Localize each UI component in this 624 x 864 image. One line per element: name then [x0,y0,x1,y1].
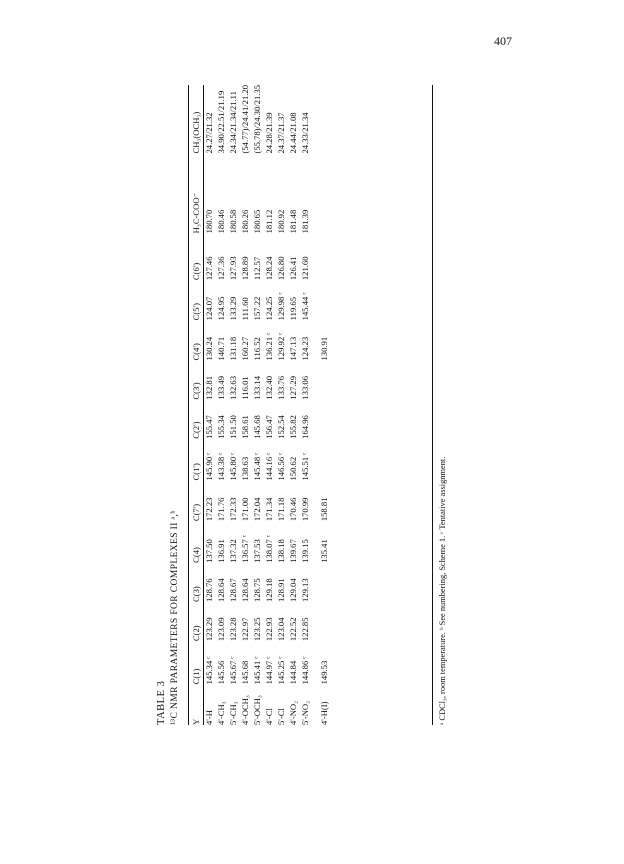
table-cell: 172.23 [204,497,214,522]
table-cell: 122.52 [288,617,298,642]
table-cell: 180.26 [240,209,250,234]
table-cell: 180.46 [216,209,226,234]
table-cell: 172.04 [252,497,262,522]
table-cell: 130.24 [204,336,214,361]
table-cell: 124.95 [216,296,226,321]
table-cell: 24.34/21.34/21.11 [228,91,238,154]
table-cell: 136.91 [216,539,226,563]
table-cell: 131.18 [228,336,238,361]
table-cell: 147.13 [288,336,298,361]
table-cell [318,280,330,320]
table-cell: 137.32 [228,539,238,563]
table-header-row [189,85,203,725]
table-cell: 144.97 ᶜ [264,656,274,685]
nmr-table [189,85,330,725]
table-cell: 116.01 [240,376,250,400]
table-cell: 164.96 [300,415,310,439]
table-cell: 156.47 [264,415,274,439]
table-cell: (55.78)/24.30/21.35 [252,85,262,154]
table-cell: 145.56 [216,660,226,685]
table-cell: 145.80 ᶜ [228,452,238,481]
column-header: C(4') [191,343,201,361]
table-cell: 127.29 [288,376,298,400]
table-cell: 181.39 [300,209,310,234]
table-cell: 145.44 ᶜ [300,292,310,321]
table-cell: 144.16 ᶜ [264,452,274,481]
table-cell: 180.65 [252,209,262,234]
table-cell: 151.50 [228,415,238,439]
table-cell: 145.51 ᶜ [300,452,310,481]
column-header: C(2) [191,625,201,642]
row-label: 4'-CH₃ [216,701,226,725]
table-cell: 124.07 [204,296,214,321]
table-cell: 145.41 ᶜ [252,656,262,685]
table-cell: 170.46 [288,497,298,522]
table-cell: 171.34 [264,497,274,522]
table-cell: 24.33/21.34 [300,112,310,154]
table-cell: 138.07 ᶜ [264,534,274,563]
table-cell: 149.53 [319,660,329,685]
table-label: TABLE 3 [156,680,167,725]
table-cell: 145.48 ᶜ [252,452,262,481]
table-cell: 158.81 [319,497,329,522]
table-content [150,57,470,737]
table-cell: 180.58 [228,209,238,234]
table-cell: 133.29 [228,296,238,321]
table-cell: 139.15 [300,539,310,563]
column-header: C(6') [191,262,201,281]
table-cell: 128.91 [276,578,286,602]
table-row [251,85,263,725]
table-cell: 124.23 [300,336,310,361]
column-header: H₃C-COO⁻ [190,192,201,234]
table-cell: 123.29 [204,617,214,642]
table-cell: 127.93 [228,256,238,281]
table-cell: 128.64 [216,578,226,602]
table-cell: 133.14 [252,376,262,400]
table-cell: 180.70 [204,209,214,234]
table-cell: 133.49 [216,376,226,400]
table-cell: 171.00 [240,497,250,522]
table-cell: 138.63 [240,456,250,481]
table-cell: 138.18 [276,539,286,563]
table-cell: 155.34 [216,415,226,439]
table-cell: 24.28/21.39 [264,112,274,154]
table-cell: 122.85 [300,617,310,642]
column-header: C(5') [191,303,201,321]
table-cell: 158.61 [240,415,250,439]
table-cell [318,361,330,400]
table-cell: 129.92 ᶜ [276,332,286,361]
table-cell: 121.60 [300,256,310,281]
table-cell: 128.76 [204,578,214,602]
table-cell: (54.77)/24.41/21.20 [240,85,250,154]
table-cell: 123.09 [216,617,226,642]
table-cell: 111.60 [240,297,250,321]
row-label: 4'-OCH₃ [240,695,250,725]
table-cell [318,400,330,439]
table-cell: 119.65 [288,296,298,321]
table-cell: 123.28 [228,617,238,642]
table-cell: 128.89 [240,256,250,281]
table-cell: 146.56 ᶜ [276,452,286,481]
table-cell: 132.63 [228,376,238,400]
table-cell: 139.67 [288,539,298,563]
table-cell: 127.36 [216,256,226,281]
page-number: 407 [494,34,512,48]
table-cell: 129.13 [300,578,310,602]
table-cell: 116.52 [252,337,262,361]
row-label: 4'-H(I) [319,701,329,725]
table-cell: 152.54 [276,415,286,439]
table-cell: 144.84 [288,660,298,685]
table-body [203,85,330,725]
table-cell: 145.90 ᶜ [204,452,214,481]
table-footnote: ᵃ CDCl₃, room temperature. ᵇ See numbering, Scheme 1. ᶜ Tentative assignment. [438,456,447,725]
table-cell: 145.25 ᶜ [276,656,286,685]
table-cell: 143.38 ᶜ [216,452,226,481]
table-cell: 126.80 [276,256,286,281]
column-header: C(7') [191,503,201,522]
table-cell [318,602,330,641]
table-cell: 150.62 [288,456,298,481]
row-label: 5'-NO₂ [300,700,310,725]
table-cell: 24.37/21.37 [276,112,286,154]
table-cell: 137.50 [204,539,214,563]
row-label: 4'-NO₂ [288,700,298,725]
table-bottom-rule [432,85,433,725]
column-header: Y [191,718,201,725]
table-cell: 123.25 [252,617,262,642]
table-cell: 145.34 ᶜ [204,656,214,685]
row-label: 5'-Cl [276,708,286,725]
table-cell [318,439,330,481]
table-cell: 129.18 [264,578,274,602]
table-cell [318,85,330,154]
table-row [299,85,311,725]
table-cell: 132.40 [264,376,274,400]
table-row [263,85,275,725]
column-header: CH₃(OCH₃) [191,111,201,154]
table-cell: 112.57 [252,256,262,281]
table-cell: 136.57 ᶜ [240,534,250,563]
row-label: 5'-CH₃ [228,701,238,725]
table-cell: 129.98 ᶜ [276,292,286,321]
table-cell: 133.06 [300,376,310,400]
table-cell: 171.76 [216,497,226,522]
row-label: 5'-OCH₃ [252,695,262,725]
column-header: C(3') [191,382,201,400]
table-row [203,85,215,725]
table-cell: 136.21 ᶜ [264,332,274,361]
table-cell: 128.67 [228,578,238,602]
rotated-table-region [150,57,470,737]
table-cell: 24.44/21.08 [288,112,298,154]
table-cell: 135.41 [319,539,329,563]
table-cell [318,154,330,234]
table-cell [318,563,330,602]
table-cell: 34.90/22.51/21.19 [216,90,226,154]
table-cell: 157.22 [252,296,262,321]
table-cell: 140.71 [216,336,226,361]
table-cell: 128.24 [264,256,274,281]
table-cell: 126.41 [288,256,298,281]
column-header: C(2') [191,421,201,439]
table-cell: 181.12 [264,209,274,234]
table-cell: 171.18 [276,497,286,522]
table-cell: 128.75 [252,578,262,602]
table-cell: 155.82 [288,415,298,439]
table-cell: 128.64 [240,578,250,602]
column-header: C(4) [191,547,201,563]
column-header: C(1) [191,668,201,685]
row-label: 4'-H [204,710,214,725]
table-cell: 160.27 [240,336,250,361]
table-cell: 145.68 [240,660,250,685]
table-cell: 137.53 [252,539,262,563]
table-cell [318,233,330,280]
row-spacer [311,85,318,725]
column-header: C(1') [191,463,201,481]
table-cell: 133.76 [276,376,286,400]
table-cell: 170.99 [300,497,310,522]
table-cell: 122.93 [264,617,274,642]
table-row [275,85,287,725]
row-label: 4'-Cl [264,708,274,725]
table-cell: 122.97 [240,617,250,642]
table-cell: 145.67 ᶜ [228,656,238,685]
table-row [215,85,227,725]
table-cell: 132.81 [204,376,214,400]
table-cell: 181.48 [288,209,298,234]
table-cell: 155.47 [204,415,214,439]
table-cell: 24.27/21.32 [204,112,214,154]
table-cell: 127.46 [204,256,214,281]
table-cell: 124.25 [264,296,274,321]
table-title: ¹³C NMR PARAMETERS FOR COMPLEXES II ᵃ,ᵇ [170,510,180,725]
table-cell: 172.33 [228,497,238,522]
table-row [239,85,251,725]
ligand-row [318,85,330,725]
table-row [227,85,239,725]
table-cell: 129.04 [288,578,298,602]
table-cell: 130.91 [319,336,329,361]
column-header: C(3) [191,586,201,602]
table-row [287,85,299,725]
table-cell: 180.92 [276,209,286,234]
table-cell: 123.04 [276,617,286,642]
table-cell: 145.68 [252,415,262,439]
spacer-cell [311,85,318,725]
table-cell: 144.86 ᶜ [300,656,310,685]
